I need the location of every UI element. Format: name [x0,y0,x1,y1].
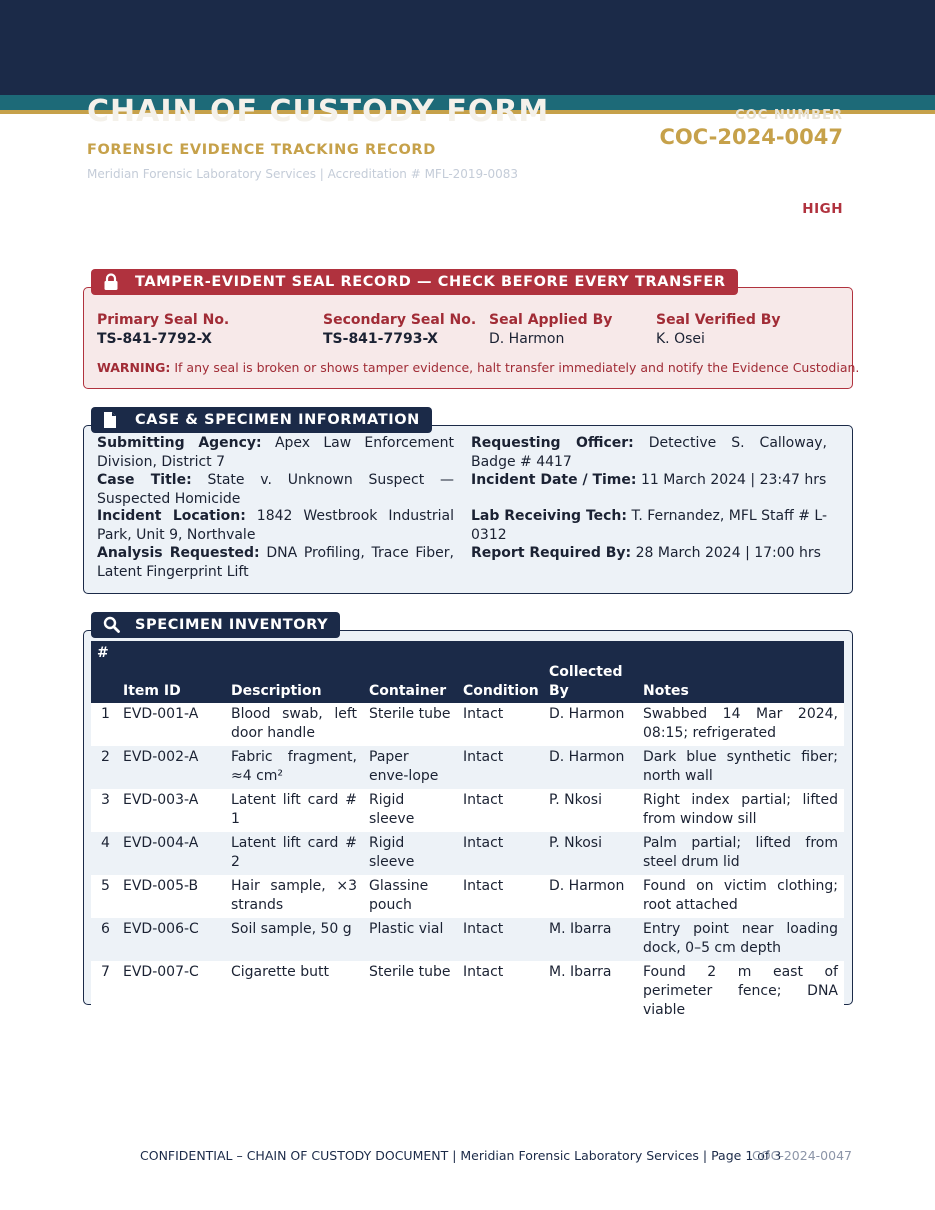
table-row [91,961,844,1023]
column-header: # [91,641,117,703]
item-notes: Dark blue synthetic fiber; north wall [637,746,844,789]
secondary-seal-label: Secondary Seal No. [323,312,477,328]
requesting-officer-value: Detective S. Calloway, Badge # 4417 [471,435,828,470]
row-number: 3 [91,789,117,832]
lab-tech-label: Lab Receiving Tech: [471,508,627,524]
item-condition: Intact [457,918,543,961]
row-number: 6 [91,918,117,961]
item-notes: Right index partial; lifted from window sill [637,789,844,832]
item-description: Latent lift card # 2 [225,832,363,875]
item-container: Sterile tube [363,961,457,1023]
item-collected-by: P. Nkosi [543,789,637,832]
coc-number-label: COC NUMBER [735,108,843,123]
seal-verified-field [656,312,781,347]
item-condition: Intact [457,961,543,1023]
analysis-requested-field [97,544,454,581]
submitting-agency-field [97,434,454,471]
item-collected-by: P. Nkosi [543,832,637,875]
requesting-officer-field [471,434,827,471]
seal-applied-field [489,312,612,347]
item-notes: Swabbed 14 Mar 2024, 08:15; refrigerated [637,703,844,746]
row-number: 4 [91,832,117,875]
seal-applied-value: D. Harmon [489,331,565,347]
item-collected-by: D. Harmon [543,703,637,746]
table-row [91,918,844,961]
item-collected-by: D. Harmon [543,746,637,789]
row-number: 2 [91,746,117,789]
item-collected-by: M. Ibarra [543,961,637,1023]
row-number: 1 [91,703,117,746]
item-id: EVD-006-C [117,918,225,961]
specimen-inventory-title: SPECIMEN INVENTORY [135,617,329,633]
case-title-field [97,471,454,508]
secondary-seal-field [323,312,476,347]
form-subtitle: FORENSIC EVIDENCE TRACKING RECORD [87,142,436,158]
coc-number: COC-2024-0047 [659,125,843,149]
lab-tech-field [471,507,827,544]
case-title-label: Case Title: [97,472,192,488]
item-container: Paper enve-lope [363,746,457,789]
primary-seal-value: TS-841-7792-X [97,331,212,347]
lab-accreditation-line: Meridian Forensic Laboratory Services | Accreditation # MFL-2019-0083 [87,167,519,181]
seal-verified-label: Seal Verified By [656,312,781,328]
seal-verified-value: K. Osei [656,331,705,347]
warning-text: If any seal is broken or shows tamper evidence, halt transfer immediately and notify the Evidence Custodian. [174,360,860,375]
seal-record-title: TAMPER-EVIDENT SEAL RECORD — CHECK BEFORE EVERY TRANSFER [135,274,726,290]
column-header: Collected By [543,641,637,703]
item-condition: Intact [457,703,543,746]
item-notes: Found 2 m east of perimeter fence; DNA viable [637,961,844,1023]
secondary-seal-value: TS-841-7793-X [323,331,438,347]
item-container: Rigid sleeve [363,789,457,832]
requesting-officer-label: Requesting Officer: [471,435,634,451]
report-due-field [471,544,827,563]
item-notes: Found on victim clothing; root attached [637,875,844,918]
column-header: Container [363,641,457,703]
incident-datetime-field [471,471,827,490]
case-info-tab [91,407,432,433]
item-condition: Intact [457,875,543,918]
column-header: Description [225,641,363,703]
specimen-inventory-tab [91,612,340,638]
column-header: Item ID [117,641,225,703]
item-id: EVD-004-A [117,832,225,875]
item-description: Fabric fragment, ≈4 cm² [225,746,363,789]
lab-tech-value: T. Fernandez, MFL Staff # L-0312 [471,508,828,543]
item-condition: Intact [457,746,543,789]
case-info-title: CASE & SPECIMEN INFORMATION [135,412,420,428]
column-header: Notes [637,641,844,703]
incident-datetime-label: Incident Date / Time: [471,472,637,488]
footer-text: CONFIDENTIAL – CHAIN OF CUSTODY DOCUMENT | Meridian Forensic Laboratory Services | Page 1 of 3 [140,1148,782,1163]
footer-reference: COC-2024-0047 [752,1148,852,1163]
item-collected-by: M. Ibarra [543,918,637,961]
item-description: Soil sample, 50 g [225,918,363,961]
incident-location-value: 1842 Westbrook Industrial Park, Unit 9, Northvale [97,508,454,543]
column-header: Condition [457,641,543,703]
incident-location-field [97,507,454,544]
submitting-agency-label: Submitting Agency: [97,435,262,451]
seal-applied-label: Seal Applied By [489,312,613,328]
table-row [91,832,844,875]
specimen-table [91,641,844,1023]
item-id: EVD-003-A [117,789,225,832]
report-due-value: 28 March 2024 | 17:00 hrs [635,545,821,561]
form-title: CHAIN OF CUSTODY FORM [87,94,550,129]
submitting-agency-value: Apex Law Enforcement Division, District 7 [97,435,454,470]
item-id: EVD-007-C [117,961,225,1023]
item-id: EVD-005-B [117,875,225,918]
item-notes: Palm partial; lifted from steel drum lid [637,832,844,875]
incident-datetime-value: 11 March 2024 | 23:47 hrs [640,472,827,488]
row-number: 7 [91,961,117,1023]
primary-seal-field [97,312,229,347]
priority-badge: HIGH [802,201,843,217]
row-number: 5 [91,875,117,918]
item-id: EVD-002-A [117,746,225,789]
item-container: Plastic vial [363,918,457,961]
search-icon [103,616,121,634]
item-description: Latent lift card # 1 [225,789,363,832]
lock-icon [103,273,121,291]
table-row [91,703,844,746]
item-description: Blood swab, left door handle [225,703,363,746]
item-condition: Intact [457,832,543,875]
item-container: Rigid sleeve [363,832,457,875]
item-notes: Entry point near loading dock, 0–5 cm depth [637,918,844,961]
table-row [91,746,844,789]
document-icon [103,411,121,429]
item-collected-by: D. Harmon [543,875,637,918]
primary-seal-label: Primary Seal No. [97,312,230,328]
analysis-requested-value: DNA Profiling, Trace Fiber, Latent Fingerprint Lift [97,545,455,580]
item-condition: Intact [457,789,543,832]
item-description: Cigarette butt [225,961,363,1023]
table-row [91,875,844,918]
warning-label: WARNING: [97,360,171,375]
item-container: Sterile tube [363,703,457,746]
incident-location-label: Incident Location: [97,508,246,524]
seal-record-tab [91,269,738,295]
case-title-value: State v. Unknown Suspect — Suspected Homicide [97,472,454,507]
table-row [91,789,844,832]
table-header-row [91,641,844,703]
seal-warning [97,360,859,375]
item-id: EVD-001-A [117,703,225,746]
item-description: Hair sample, ×3 strands [225,875,363,918]
analysis-requested-label: Analysis Requested: [97,545,260,561]
header-band [0,0,935,95]
item-container: Glassine pouch [363,875,457,918]
report-due-label: Report Required By: [471,545,632,561]
